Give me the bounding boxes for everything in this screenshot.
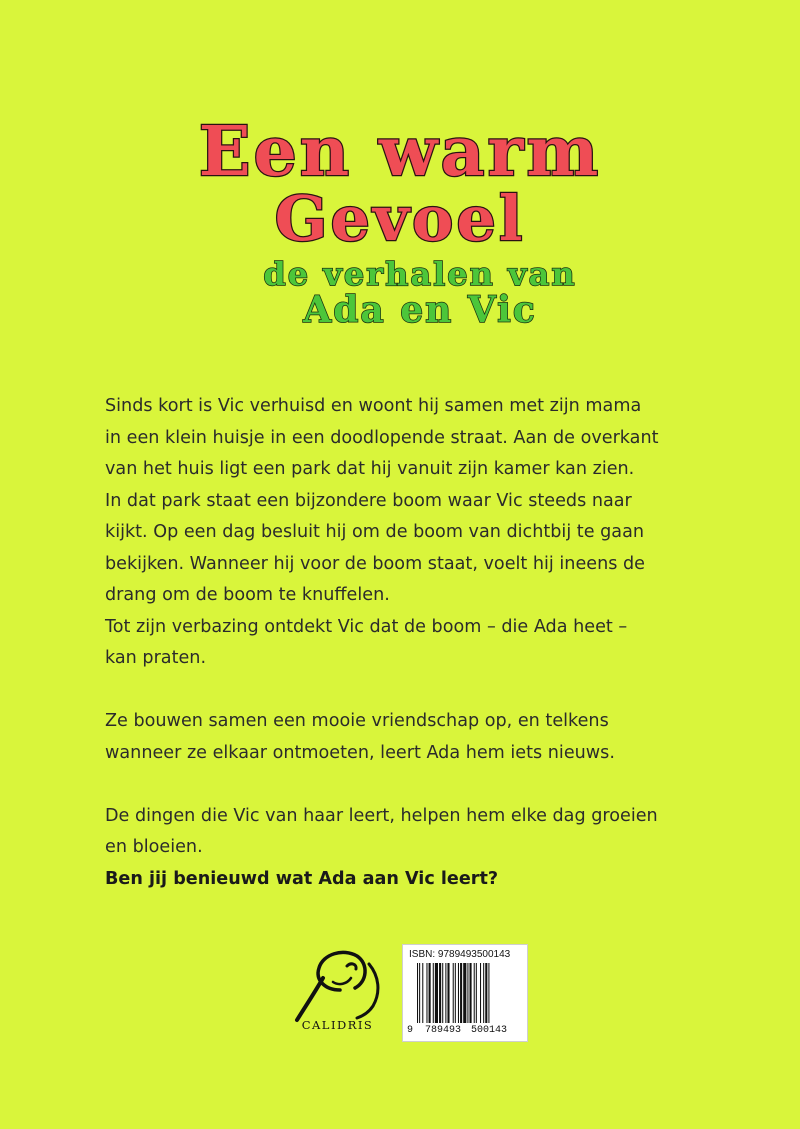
barcode-digit-group: 500143 [471, 1025, 508, 1036]
barcode-bar [480, 963, 481, 1023]
blurb-line: drang om de boom te knuffelen. [105, 585, 390, 605]
barcode-bar [463, 963, 466, 1023]
barcode-bar [445, 963, 446, 1023]
barcode-bar [485, 963, 487, 1023]
blurb-text [105, 391, 715, 895]
barcode-digit-group: 9 [407, 1025, 414, 1036]
barcode-bar [488, 963, 489, 1023]
blurb-line: Ze bouwen samen een mooie vriendschap op, en telkens [105, 711, 609, 731]
barcode-bar [447, 963, 449, 1023]
barcode-bar [455, 963, 456, 1023]
barcode-digit-group: 789493 [425, 1025, 462, 1036]
barcode-bars [417, 963, 521, 1023]
barcode-bar [442, 963, 443, 1023]
barcode-bar [453, 963, 454, 1023]
blurb-line: Sinds kort is Vic verhuisd en woont hij samen met zijn mama [105, 396, 642, 416]
barcode-bar [476, 963, 477, 1023]
cover-title-line-1: Een warm [198, 112, 602, 192]
cover-title-line-2: Gevoel [274, 182, 526, 255]
barcode-bar [470, 963, 472, 1023]
blurb-line: In dat park staat een bijzondere boom waar Vic steeds naar [105, 490, 632, 511]
blurb-closing-question: Ben jij benieuwd wat Ada aan Vic leert? [105, 868, 499, 889]
barcode-bar [433, 963, 434, 1023]
publisher-name: CALIDRIS [301, 1018, 374, 1032]
barcode-bar [419, 963, 420, 1023]
blurb-line: van het huis ligt een park dat hij vanuit zijn kamer kan zien. [105, 459, 635, 479]
barcode-bar [439, 963, 441, 1023]
barcode-bar [483, 963, 484, 1023]
cover-subtitle-line-1: de verhalen van [263, 255, 577, 293]
barcode-bar [467, 963, 468, 1023]
isbn-label: ISBN: 9789493500143 [409, 949, 511, 960]
blurb-line: bekijken. Wanneer hij voor de boom staat, voelt hij ineens de [105, 553, 646, 574]
blurb-line: en bloeien. [105, 837, 203, 857]
cover-subtitle-line-2: Ada en Vic [303, 289, 537, 331]
barcode-bar [429, 963, 431, 1023]
blurb-line: in een klein huisje in een doodlopende straat. Aan de overkant [105, 427, 659, 448]
paragraph-gap [105, 675, 715, 707]
barcode [402, 944, 528, 1042]
barcode-bar [426, 963, 427, 1023]
blurb-line: wanneer ze elkaar ontmoeten, leert Ada hem iets nieuws. [105, 742, 615, 763]
barcode-bar [422, 963, 423, 1023]
blurb-line: kan praten. [105, 648, 207, 668]
blurb-line: Tot zijn verbazing ontdekt Vic dat de boom – die Ada heet – [105, 616, 628, 637]
blurb-line: De dingen die Vic van haar leert, helpen hem elke dag groeien [105, 805, 658, 826]
barcode-bar [460, 963, 462, 1023]
barcode-bar [458, 963, 459, 1023]
blurb-line: kijkt. Op een dag besluit hij om de boom van dichtbij te gaan [105, 522, 644, 542]
barcode-digits [407, 1025, 525, 1036]
paragraph-gap [105, 769, 715, 801]
barcode-bar [474, 963, 475, 1023]
barcode-bar [435, 963, 438, 1023]
barcode-bar [417, 963, 418, 1023]
